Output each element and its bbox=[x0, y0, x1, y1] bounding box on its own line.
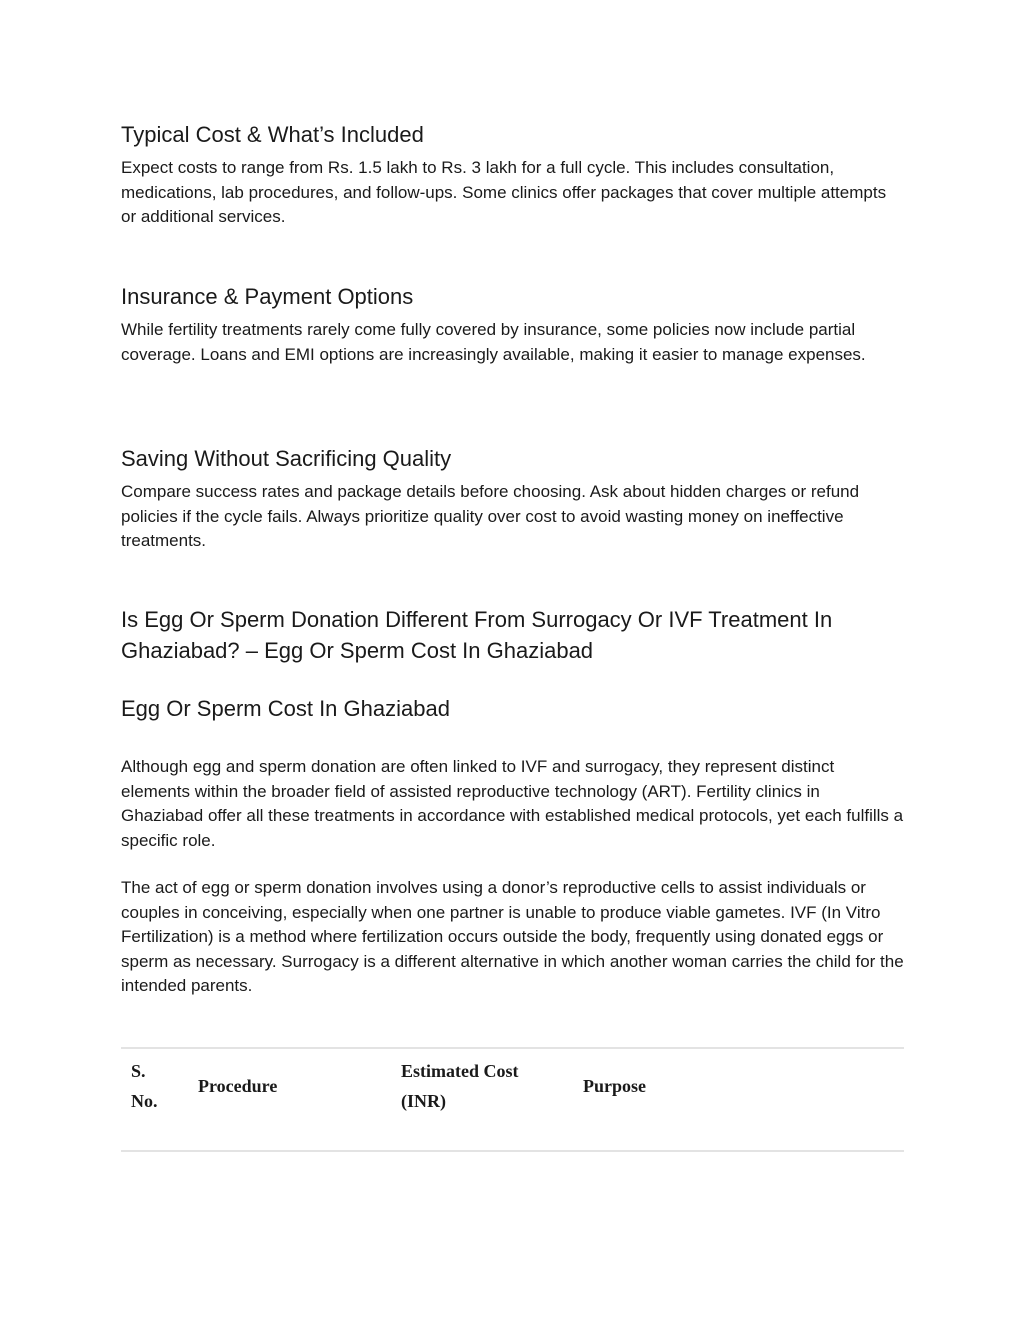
paragraph-donation-details: The act of egg or sperm donation involves using a donor’s reproductive cells to assist individuals or couples in conceiving, especially when one partner is unable to produce viable gametes. IVF (In Vitro Fertilization) is a method where fertilization occurs outside the body, frequently using donated eggs or sperm as necessary. Surrogacy is a different alternative in which another woman carries the child for the intended parents. bbox=[121, 878, 904, 995]
section-body-typical-cost: Expect costs to range from Rs. 1.5 lakh to Rs. 3 lakh for a full cycle. This includes consultation, medications, lab procedures, and follow-ups. Some clinics offer packages that cover multiple attempts or additional services. bbox=[121, 158, 887, 226]
table-header-procedure: Procedure bbox=[198, 1076, 278, 1096]
section-heading-insurance: Insurance & Payment Options bbox=[121, 284, 414, 309]
table-header-estimated-cost: Estimated Cost (INR) bbox=[401, 1061, 519, 1111]
table-header-purpose: Purpose bbox=[583, 1076, 646, 1096]
main-heading: Is Egg Or Sperm Donation Different From Surrogacy Or IVF Treatment In Ghaziabad? – Egg Or Sperm Cost In Ghaziabad bbox=[121, 607, 833, 663]
section-heading-typical-cost: Typical Cost & What’s Included bbox=[121, 122, 424, 147]
section-heading-saving: Saving Without Sacrificing Quality bbox=[121, 446, 452, 471]
cost-table bbox=[121, 1047, 904, 1152]
paragraph-art-overview: Although egg and sperm donation are often linked to IVF and surrogacy, they represent distinct elements within the broader field of assisted reproductive technology (ART). Fertility clinics in Ghaziabad offer all these treatments in accordance with established medical protocols, yet each fulfills a specific role. bbox=[121, 757, 904, 850]
section-body-insurance: While fertility treatments rarely come fully covered by insurance, some policies now include partial coverage. Loans and EMI options are increasingly available, making it easier to manage expenses. bbox=[121, 320, 866, 364]
section-body-saving: Compare success rates and package details before choosing. Ask about hidden charges or refund policies if the cycle fails. Always prioritize quality over cost to avoid wasting money on ineffective treatments. bbox=[121, 482, 860, 550]
sub-heading: Egg Or Sperm Cost In Ghaziabad bbox=[121, 696, 450, 721]
table-header-sno: S. No. bbox=[131, 1061, 158, 1111]
